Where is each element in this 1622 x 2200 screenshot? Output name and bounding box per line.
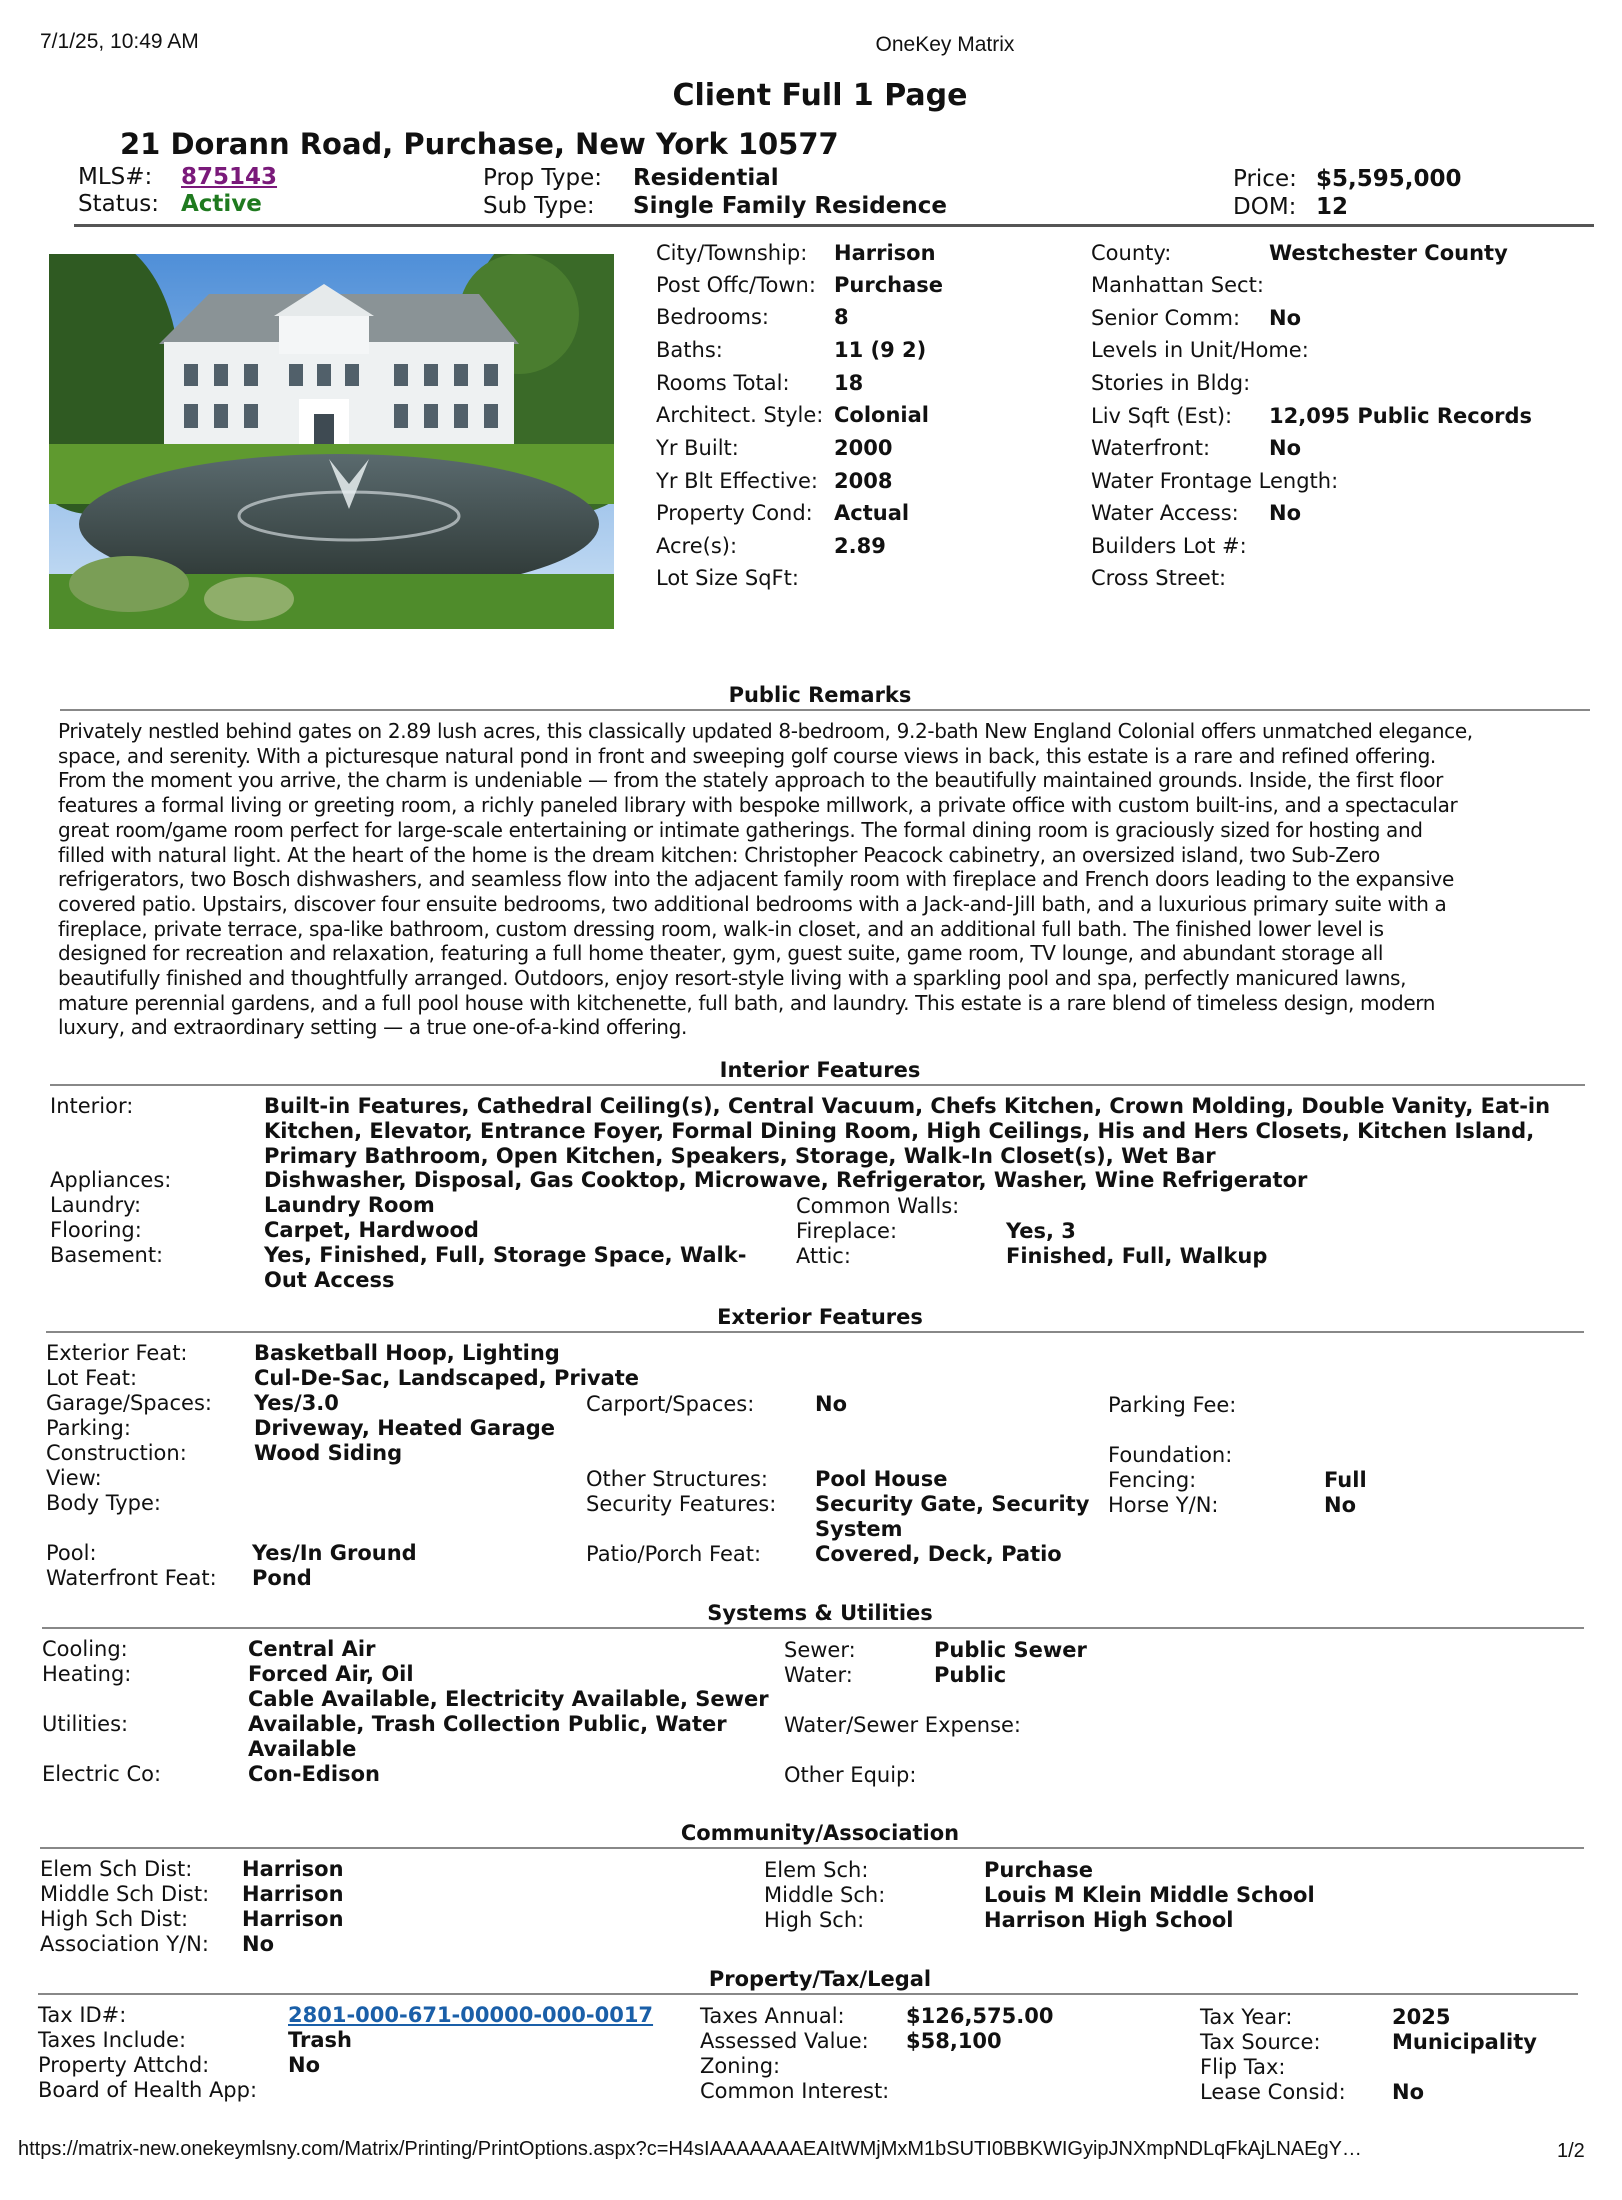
pool-label: Pool: <box>46 1541 97 1565</box>
detail-label: Rooms Total: <box>656 371 790 395</box>
summary-divider <box>74 224 1594 227</box>
flooring-label: Flooring: <box>50 1218 142 1242</box>
basement-value-line1: Yes, Finished, Full, Storage Space, Walk- <box>264 1243 747 1267</box>
detail-value: 8 <box>834 305 849 329</box>
tax-id-link[interactable]: 2801-000-671-00000-000-0017 <box>288 2003 654 2027</box>
sub-type-label: Sub Type: <box>483 193 595 219</box>
remarks-line: refrigerators, two Bosch dishwashers, and seamless flow into the adjacent family room with fireplace and French doors leading to the expansive <box>58 867 1454 892</box>
exterior-feat-label: Exterior Feat: <box>46 1341 188 1365</box>
remarks-line: designed for recreation and relaxation, featuring a full home theater, gym, guest suite, game room, TV lounge, and abundant storage all <box>58 941 1384 966</box>
laundry-label: Laundry: <box>50 1193 142 1217</box>
dom-label: DOM: <box>1233 194 1297 220</box>
remarks-line: fireplace, private terrace, spa-like bathroom, custom dressing room, walk-in closet, and an additional full bath. The finished lower level is <box>58 916 1384 941</box>
patio-label: Patio/Porch Feat: <box>586 1542 762 1566</box>
page-number: 1/2 <box>1557 2140 1585 2162</box>
community-association-heading <box>50 1821 1590 1845</box>
remarks-line: great room/game room perfect for large-scale entertaining or intimate gatherings. The formal dining room is graciously sized for hosting and <box>58 817 1423 842</box>
taxes-annual-label: Taxes Annual: <box>700 2004 845 2028</box>
interior-line: Kitchen, Elevator, Entrance Foyer, Formal Dining Room, High Ceilings, His and Hers Closets, Kitchen Island, <box>264 1119 1535 1143</box>
basement-value-line2: Out Access <box>264 1268 395 1292</box>
detail-value: 18 <box>834 371 864 395</box>
public-remarks-heading <box>50 683 1590 707</box>
detail-value: Actual <box>834 501 910 525</box>
lease-consid-label: Lease Consid: <box>1200 2080 1346 2104</box>
horse-label: Horse Y/N: <box>1108 1493 1219 1517</box>
waterfront-feat-label: Waterfront Feat: <box>46 1566 217 1590</box>
utilities-line: Cable Available, Electricity Available, Sewer <box>248 1687 769 1711</box>
section-title: Systems & Utilities <box>707 1601 933 1625</box>
sub-type-value: Single Family Residence <box>633 193 947 219</box>
detail-label: Acre(s): <box>656 534 738 558</box>
pool-value: Yes/In Ground <box>252 1541 417 1565</box>
attic-label: Attic: <box>796 1244 851 1268</box>
lot-feat-label: Lot Feat: <box>46 1366 138 1390</box>
association-value: No <box>242 1932 275 1956</box>
detail-label: County: <box>1091 241 1172 265</box>
high-sch-dist-label: High Sch Dist: <box>40 1907 189 1931</box>
sewer-value: Public Sewer <box>934 1638 1087 1662</box>
section-divider <box>38 1993 1578 1995</box>
remarks-line: Privately nestled behind gates on 2.89 lush acres, this classically updated 8-bedroom, 9.2-bath New England Colonial offers unmatched elegance, <box>58 719 1473 743</box>
detail-value: No <box>1269 306 1302 330</box>
board-of-health-label: Board of Health App: <box>38 2078 258 2102</box>
detail-label: Water Access: <box>1091 501 1239 525</box>
flip-tax-label: Flip Tax: <box>1200 2055 1286 2079</box>
remarks-line: luxury, and extraordinary setting — a true one-of-a-kind offering. <box>58 1015 687 1040</box>
security-label: Security Features: <box>586 1492 777 1516</box>
section-title: Property/Tax/Legal <box>708 1967 932 1991</box>
remarks-line: space, and serenity. With a picturesque natural pond in front and sweeping golf course views in back, this estate is a rare and refined offering. <box>58 743 1436 768</box>
security-value-line1: Security Gate, Security <box>815 1492 1090 1516</box>
basement-label: Basement: <box>50 1243 164 1267</box>
middle-sch-value: Louis M Klein Middle School <box>984 1883 1315 1907</box>
assessed-value-label: Assessed Value: <box>700 2029 869 2053</box>
exterior-feat-value: Basketball Hoop, Lighting <box>254 1341 560 1365</box>
price-value: $5,595,000 <box>1316 166 1462 192</box>
cooling-label: Cooling: <box>42 1637 128 1661</box>
detail-value: 12,095 Public Records <box>1269 404 1533 428</box>
detail-value: Harrison <box>834 241 936 265</box>
public-remarks-text <box>58 719 1473 1040</box>
prop-type-value: Residential <box>633 165 779 191</box>
construction-label: Construction: <box>46 1441 187 1465</box>
other-structures-value: Pool House <box>815 1467 948 1491</box>
status-label: Status: <box>78 191 160 217</box>
common-interest-label: Common Interest: <box>700 2079 890 2103</box>
assessed-value-value: $58,100 <box>906 2029 1002 2053</box>
detail-label: Liv Sqft (Est): <box>1091 404 1233 428</box>
tax-year-label: Tax Year: <box>1200 2005 1293 2029</box>
property-attchd-label: Property Attchd: <box>38 2053 210 2077</box>
appliances-label: Appliances: <box>50 1168 172 1192</box>
elem-sch-dist-label: Elem Sch Dist: <box>40 1857 193 1881</box>
detail-label: Yr Blt Effective: <box>656 469 818 493</box>
print-site-name: OneKey Matrix <box>875 33 1015 56</box>
mls-number-link[interactable]: 875143 <box>181 164 278 190</box>
detail-value: Westchester County <box>1269 241 1508 265</box>
garage-label: Garage/Spaces: <box>46 1391 212 1415</box>
fencing-label: Fencing: <box>1108 1468 1197 1492</box>
detail-value: 2008 <box>834 469 893 493</box>
heating-value: Forced Air, Oil <box>248 1662 414 1686</box>
section-divider <box>42 1627 1584 1629</box>
print-datetime: 7/1/25, 10:49 AM <box>40 30 199 53</box>
status-value: Active <box>181 191 262 217</box>
laundry-value: Laundry Room <box>264 1193 435 1217</box>
utilities-line: Available <box>248 1737 357 1761</box>
remarks-line: features a formal living or greeting room, a richly paneled library with bespoke millwork, a private office with custom built-ins, and a spectacular <box>58 793 1458 818</box>
fencing-value: Full <box>1324 1468 1367 1492</box>
detail-label: Water Frontage Length: <box>1091 469 1339 493</box>
utilities-label: Utilities: <box>42 1712 129 1736</box>
other-structures-label: Other Structures: <box>586 1467 769 1491</box>
parking-fee-label: Parking Fee: <box>1108 1393 1237 1417</box>
detail-label: Manhattan Sect: <box>1091 273 1264 297</box>
elem-sch-dist-value: Harrison <box>242 1857 344 1881</box>
property-tax-legal-heading <box>50 1967 1590 1991</box>
remarks-line: mature perennial gardens, and a full pool house with kitchenette, full bath, and laundry. This estate is a rare blend of timeless design, modern <box>58 990 1436 1015</box>
high-sch-dist-value: Harrison <box>242 1907 344 1931</box>
detail-value: No <box>1269 501 1302 525</box>
middle-sch-dist-label: Middle Sch Dist: <box>40 1882 210 1906</box>
common-walls-label: Common Walls: <box>796 1194 960 1218</box>
systems-utilities-heading <box>50 1601 1590 1625</box>
water-sewer-expense-label: Water/Sewer Expense: <box>784 1713 1021 1737</box>
detail-label: Levels in Unit/Home: <box>1091 338 1309 362</box>
property-photo <box>49 254 614 629</box>
tax-id-label: Tax ID#: <box>38 2003 127 2027</box>
taxes-annual-value: $126,575.00 <box>906 2004 1054 2028</box>
middle-sch-dist-value: Harrison <box>242 1882 344 1906</box>
section-divider <box>46 1331 1584 1333</box>
tax-source-label: Tax Source: <box>1200 2030 1321 2054</box>
section-title: Exterior Features <box>717 1305 923 1329</box>
electric-co-label: Electric Co: <box>42 1762 162 1786</box>
garage-value: Yes/3.0 <box>254 1391 339 1415</box>
section-title: Public Remarks <box>728 683 912 707</box>
section-title: Community/Association <box>680 1821 960 1845</box>
elem-sch-label: Elem Sch: <box>764 1858 869 1882</box>
flooring-value: Carpet, Hardwood <box>264 1218 479 1242</box>
price-label: Price: <box>1233 166 1297 192</box>
detail-label: Property Cond: <box>656 501 813 525</box>
detail-label: City/Township: <box>656 241 808 265</box>
sewer-label: Sewer: <box>784 1638 856 1662</box>
mls-label: MLS#: <box>78 164 153 190</box>
interior-label: Interior: <box>50 1094 134 1118</box>
fireplace-label: Fireplace: <box>796 1219 898 1243</box>
detail-value: Colonial <box>834 403 929 427</box>
tax-year-value: 2025 <box>1392 2005 1451 2029</box>
detail-value: 11 (9 2) <box>834 338 927 362</box>
remarks-line: filled with natural light. At the heart of the home is the dream kitchen: Christopher Peacock cabinetry, an oversized island, two Sub-Zero <box>58 842 1380 867</box>
interior-line: Primary Bathroom, Open Kitchen, Speakers, Storage, Walk-In Closet(s), Wet Bar <box>264 1144 1216 1168</box>
patio-value: Covered, Deck, Patio <box>815 1542 1062 1566</box>
parking-value: Driveway, Heated Garage <box>254 1416 556 1440</box>
water-label: Water: <box>784 1663 853 1687</box>
interior-line: Built-in Features, Cathedral Ceiling(s), Central Vacuum, Chefs Kitchen, Crown Molding, Double Vanity, Eat-in <box>264 1094 1551 1118</box>
body-type-label: Body Type: <box>46 1491 161 1515</box>
water-value: Public <box>934 1663 1007 1687</box>
parking-label: Parking: <box>46 1416 131 1440</box>
waterfront-feat-value: Pond <box>252 1566 312 1590</box>
detail-label: Builders Lot #: <box>1091 534 1247 558</box>
lot-feat-value: Cul-De-Sac, Landscaped, Private <box>254 1366 640 1390</box>
interior-features-heading <box>50 1058 1590 1082</box>
detail-label: Architect. Style: <box>656 403 824 427</box>
detail-label: Bedrooms: <box>656 305 769 329</box>
fireplace-value: Yes, 3 <box>1006 1219 1076 1243</box>
other-equip-label: Other Equip: <box>784 1763 917 1787</box>
attic-value: Finished, Full, Walkup <box>1006 1244 1268 1268</box>
print-footer-url: https://matrix-new.onekeymlsny.com/Matrix/Printing/PrintOptions.aspx?c=H4sIAAAAAAAEAItWMjMxM1bSUTI0BBKWIGyipJNXmpNDLqFkAjLNAEgY… <box>18 2138 1362 2160</box>
dom-value: 12 <box>1316 194 1349 220</box>
section-divider <box>50 1084 1585 1086</box>
exterior-features-heading <box>50 1305 1590 1329</box>
section-divider <box>60 709 1590 711</box>
appliances-value: Dishwasher, Disposal, Gas Cooktop, Microwave, Refrigerator, Washer, Wine Refrigerator <box>264 1168 1308 1192</box>
middle-sch-label: Middle Sch: <box>764 1883 886 1907</box>
lease-consid-value: No <box>1392 2080 1425 2104</box>
elem-sch-value: Purchase <box>984 1858 1094 1882</box>
detail-label: Senior Comm: <box>1091 306 1241 330</box>
detail-value: Purchase <box>834 273 944 297</box>
detail-label: Baths: <box>656 338 723 362</box>
construction-value: Wood Siding <box>254 1441 403 1465</box>
detail-label: Post Offc/Town: <box>656 273 816 297</box>
tax-source-value: Municipality <box>1392 2030 1537 2054</box>
heating-label: Heating: <box>42 1662 132 1686</box>
report-title: Client Full 1 Page <box>672 78 968 113</box>
cooling-value: Central Air <box>248 1637 376 1661</box>
security-value-line2: System <box>815 1517 903 1541</box>
view-label: View: <box>46 1466 102 1490</box>
taxes-include-label: Taxes Include: <box>38 2028 187 2052</box>
remarks-line: covered patio. Upstairs, discover four ensuite bedrooms, two additional bedrooms with a Jack-and-Jill bath, and a luxurious primary suite with a <box>58 891 1447 916</box>
section-title: Interior Features <box>719 1058 921 1082</box>
utilities-line: Available, Trash Collection Public, Water <box>248 1712 727 1736</box>
interior-value <box>264 1094 1550 1169</box>
utilities-value <box>248 1687 769 1762</box>
detail-value: 2000 <box>834 436 893 460</box>
carport-value: No <box>815 1392 848 1416</box>
taxes-include-value: Trash <box>288 2028 352 2052</box>
electric-co-value: Con-Edison <box>248 1762 380 1786</box>
property-attchd-value: No <box>288 2053 321 2077</box>
detail-value: No <box>1269 436 1302 460</box>
detail-label: Lot Size SqFt: <box>656 566 799 590</box>
detail-label: Yr Built: <box>656 436 739 460</box>
foundation-label: Foundation: <box>1108 1443 1233 1467</box>
detail-label: Cross Street: <box>1091 566 1227 590</box>
prop-type-label: Prop Type: <box>483 165 602 191</box>
carport-label: Carport/Spaces: <box>586 1392 755 1416</box>
remarks-line: From the moment you arrive, the charm is undeniable — from the stately approach to the beautifully maintained grounds. Inside, the first floor <box>58 768 1444 793</box>
section-divider <box>40 1847 1584 1849</box>
property-address: 21 Dorann Road, Purchase, New York 10577 <box>120 127 839 161</box>
high-sch-value: Harrison High School <box>984 1908 1234 1932</box>
detail-value: 2.89 <box>834 534 886 558</box>
zoning-label: Zoning: <box>700 2054 781 2078</box>
detail-label: Waterfront: <box>1091 436 1211 460</box>
high-sch-label: High Sch: <box>764 1908 865 1932</box>
detail-label: Stories in Bldg: <box>1091 371 1251 395</box>
horse-value: No <box>1324 1493 1357 1517</box>
association-label: Association Y/N: <box>40 1932 209 1956</box>
remarks-line: beautifully finished and thoughtfully arranged. Outdoors, enjoy resort-style living with a sparkling pool and spa, perfectly manicured lawns, <box>58 966 1407 991</box>
